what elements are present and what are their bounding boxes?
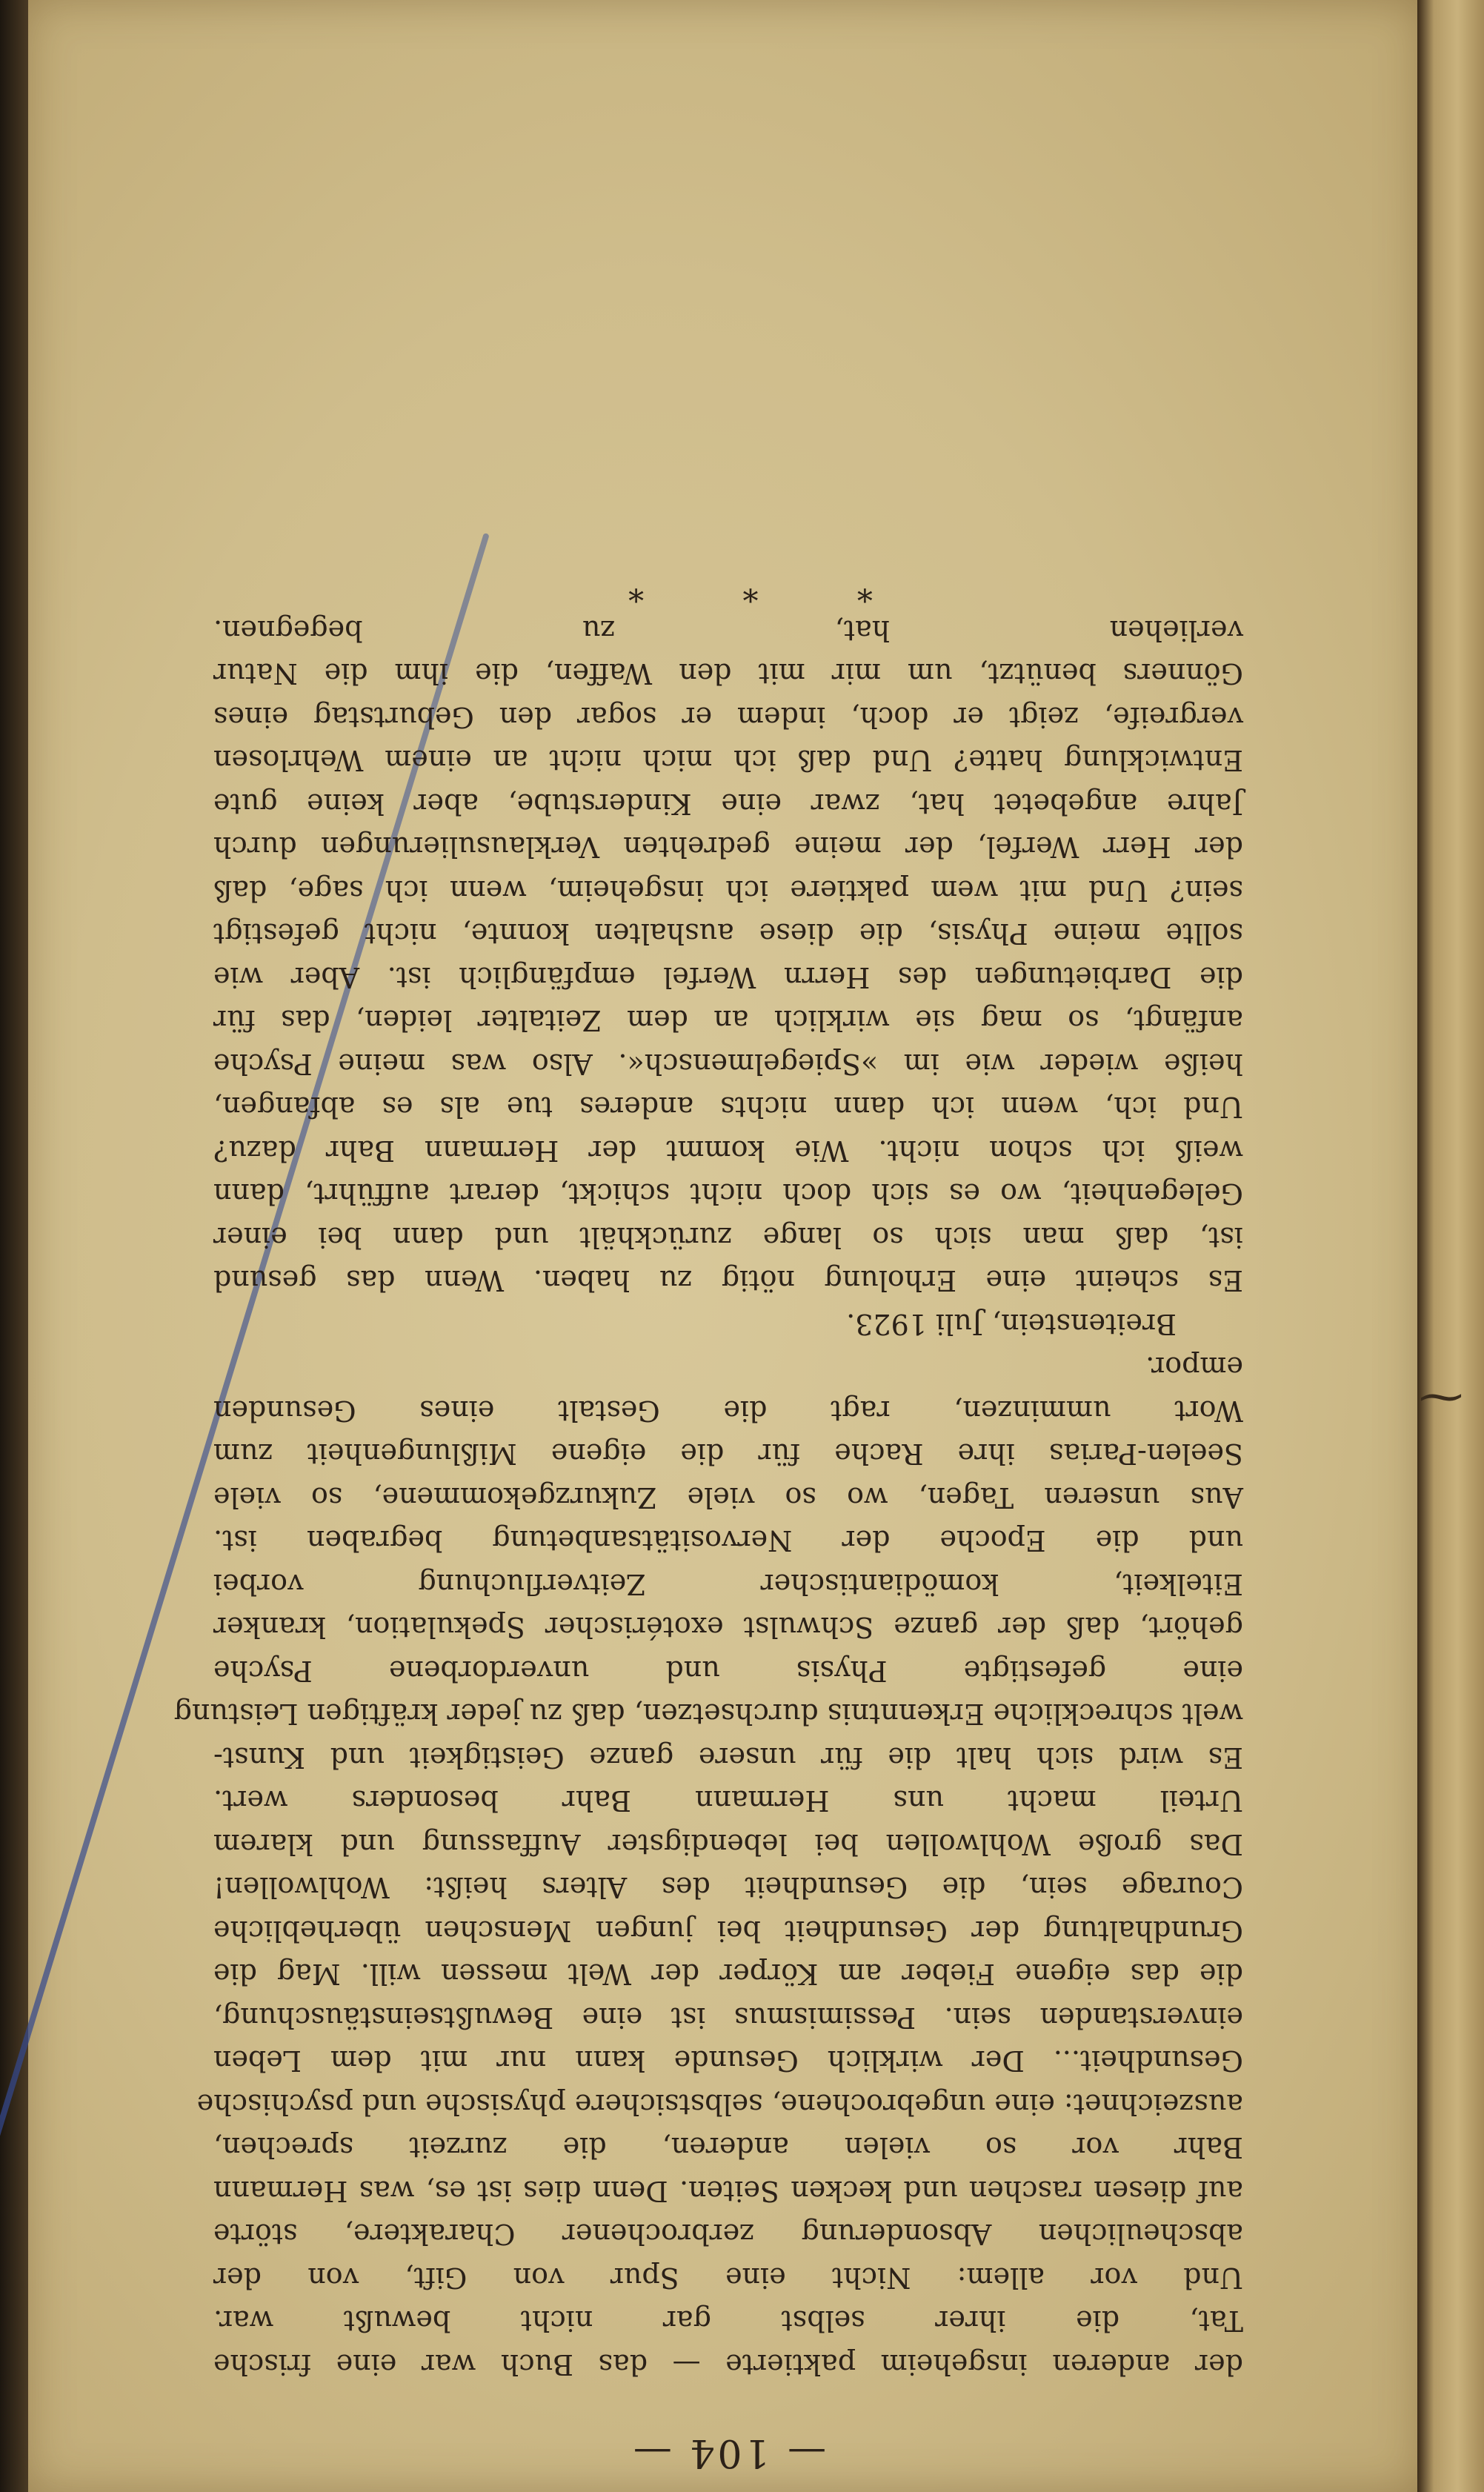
text-line: heiße wieder wie im »Spiegelmensch«. Also was meine Psyche	[213, 1048, 1243, 1080]
text-line: die das eigene Fieber am Körper der Welt messen will. Mag die	[213, 1958, 1243, 1991]
text-line: auf diesen raschen und kecken Seiten. Denn dies ist es, was Hermann	[213, 2175, 1243, 2207]
text-line: verliehen hat, zu begegnen.	[213, 614, 1243, 647]
text-line: abscheulichen Absonderung zerbrochener Charaktere, störte	[213, 2218, 1243, 2251]
text-line: Grundhaltung der Gesundheit bei jungen Menschen überhebliche	[213, 1915, 1243, 1947]
text-line: gehört, daß der ganze Schwulst exotérischer Spekulation, kranker	[213, 1611, 1243, 1644]
text-line: Gelegenheit, wo es sich doch nicht schickt, derart aufführt, dann	[213, 1177, 1243, 1211]
text-line: Wort umminzen, ragt die Gestalt eines Gesunden	[213, 1395, 1243, 1427]
text-line: anfängt, so mag sie wirklich an dem Zeitalter leiden, das für	[213, 1004, 1243, 1037]
bleed-through-text	[1273, 474, 1421, 1512]
text-line: Bahr vor so vielen anderen, die zurzeit sprechen,	[213, 2131, 1243, 2164]
text-line: sollte meine Physis, die diese aushalten konnte, nicht gefestigt	[213, 917, 1243, 951]
paragraph-4	[213, 2299, 1243, 2386]
text-line: Aus unseren Tagen, wo so viele Zukurzgekommene, so viele	[213, 1481, 1243, 1514]
text-line: weiß ich schon nicht. Wie kommt der Hermann Bahr dazu?	[213, 1134, 1243, 1167]
text-line: Seelen-Parias ihre Rache für die eigene Mißlungenheit zum	[213, 1438, 1243, 1471]
text-line: empor.	[1145, 1351, 1243, 1384]
text-line: Das große Wohlwollen bei lebendigster Auffassung und klarem	[213, 1828, 1243, 1861]
date-signature: Breitenstein, Juli 1923.	[846, 1308, 1177, 1340]
text-line: auszeichnet: eine ungebrochene, selbstsichere physische und psychische	[196, 2088, 1243, 2121]
section-separator-stars: * * *	[584, 572, 873, 609]
text-line: Entwicklung hatte? Und daß ich mich nicht an einem Wehrlosen	[213, 744, 1243, 777]
text-line: Jahre angebetet hat, zwar eine Kinderstube, aber keine gute	[213, 788, 1243, 820]
inverted-text-block	[173, 474, 1243, 2475]
text-line: Und ich, wenn ich dann nichts anderes tue als es abfangen,	[213, 1091, 1243, 1124]
text-line: vergreife, zeigt er doch, indem er sogar den Geburtstag eines	[213, 701, 1243, 734]
text-line: Tat, die ihrer selbst gar nicht bewußt war.	[213, 2305, 1243, 2338]
text-line: welt schreckliche Erkenntnis durchsetzen, daß zu jeder kräftigen Leistung	[173, 1698, 1243, 1731]
text-line: Eitelkeit, komödiantischer Zeitverfluchung vorbei	[213, 1568, 1243, 1601]
paper-page	[28, 0, 1421, 2492]
text-line: Gesundheit... Der wirklich Gesunde kann nur mit dem Leben	[213, 2044, 1243, 2078]
text-line: einverstanden sein. Pessimismus ist eine Bewußtseinstäuschung,	[213, 2001, 1243, 2034]
next-page-edge	[1417, 0, 1484, 2492]
margin-pencil-mark: ⁓	[1419, 1371, 1463, 1423]
paragraph-2	[173, 1346, 1243, 1779]
text-line: der Herr Werfel, der meine gedrehten Verklausulierungen durch	[213, 831, 1243, 864]
text-line: Es wird sich halt die für unsere ganze Geistigkeit und Kunst-	[213, 1741, 1243, 1774]
text-line: die Darbietungen des Herrn Werfel empfänglich ist. Aber wie	[213, 961, 1243, 994]
paragraph-3	[196, 1779, 1243, 2299]
text-line: und die Epoche der Nervositätsanbetung begraben ist.	[213, 1524, 1243, 1558]
text-line: Es scheint eine Erholung nötig zu haben. Wenn das gesund	[213, 1264, 1243, 1297]
text-line: sein? Und mit wem paktiere ich insgeheim, wenn ich sage, daß	[213, 874, 1243, 907]
text-line: eine gefestigte Physis und unverdorbene Psyche	[213, 1655, 1243, 1687]
paragraph-1	[213, 652, 1243, 1303]
text-line: Courage sein, die Gesundheit des Alters heißt: Wohlwollen!	[213, 1871, 1243, 1904]
text-line: Und vor allem: Nicht eine Spur von Gift, von der	[213, 2262, 1243, 2294]
text-line: ist, daß man sich so lange zurückhält und dann bei einer	[213, 1221, 1243, 1254]
text-line: Gönners benützt, um mir mit den Waffen, die ihm die Natur	[213, 657, 1243, 691]
text-line: der anderen insgeheim paktierte — das Buch war eine frische	[213, 2348, 1243, 2381]
text-line: Urteil macht uns Hermann Bahr besonders wert.	[213, 1784, 1243, 1818]
paragraph-0	[213, 609, 1243, 653]
page-number: — 104 —	[630, 2430, 827, 2475]
